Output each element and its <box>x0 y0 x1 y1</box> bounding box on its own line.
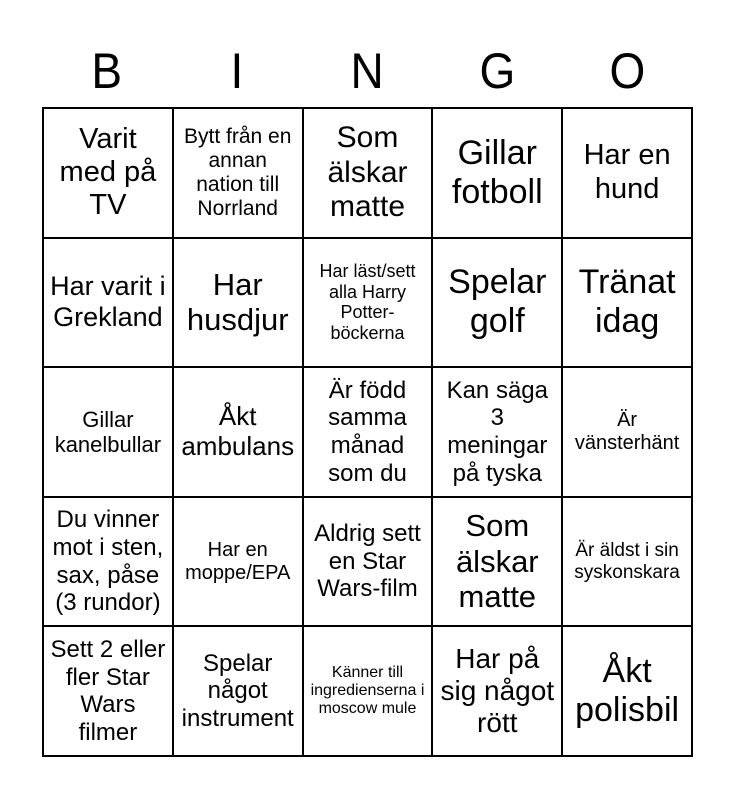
bingo-cell[interactable] <box>304 239 432 367</box>
bingo-cell[interactable] <box>433 239 561 367</box>
bingo-title-letter: G <box>479 43 516 99</box>
bingo-cell[interactable] <box>304 109 432 237</box>
bingo-cell-text: Har en moppe/EPA <box>185 538 291 584</box>
bingo-cell[interactable] <box>433 109 561 237</box>
bingo-cell-text: Du vinner mot i sten, sax, påse (3 rundor) <box>52 506 164 617</box>
bingo-cell[interactable] <box>174 627 302 755</box>
bingo-cell[interactable] <box>44 368 172 496</box>
bingo-cell[interactable] <box>433 498 561 626</box>
bingo-title <box>42 40 693 99</box>
bingo-cell-text: Varit med på TV <box>59 122 157 222</box>
bingo-cell[interactable] <box>304 368 432 496</box>
bingo-cell[interactable] <box>44 109 172 237</box>
bingo-cell[interactable] <box>563 239 691 367</box>
bingo-title-letter: O <box>609 43 646 99</box>
bingo-cell[interactable] <box>563 109 691 237</box>
bingo-cell-text: Har en hund <box>583 139 671 205</box>
bingo-cell-text: Har läst/sett alla Harry Potter-böckerna <box>319 261 416 344</box>
bingo-cell-text: Åkt polisbil <box>575 652 680 730</box>
bingo-cell[interactable] <box>433 368 561 496</box>
bingo-title-letter: I <box>230 43 244 99</box>
bingo-cell[interactable] <box>563 498 691 626</box>
bingo-cell-text: Är vänsterhänt <box>574 408 680 454</box>
bingo-cell-text: Är född samma månad som du <box>328 376 407 487</box>
bingo-cell-text: Sett 2 eller fler Star Wars filmer <box>50 636 166 746</box>
bingo-cell[interactable] <box>44 239 172 367</box>
bingo-cell[interactable] <box>44 498 172 626</box>
bingo-cell-text: Som älskar matte <box>455 508 539 615</box>
bingo-cell[interactable] <box>174 239 302 367</box>
bingo-cell-text: Är äldst i sin syskonskara <box>574 539 680 583</box>
bingo-cell[interactable] <box>304 498 432 626</box>
bingo-cell-text: Bytt från en annan nation till Norrland <box>184 124 292 220</box>
bingo-cell-text: Som älskar matte <box>327 121 408 224</box>
bingo-cell-text: Känner till ingredienserna i moscow mule <box>310 663 425 718</box>
bingo-cell[interactable] <box>174 368 302 496</box>
bingo-cell-text: Tränat idag <box>578 263 676 341</box>
bingo-title-letter: B <box>91 43 123 99</box>
bingo-cell[interactable] <box>304 627 432 755</box>
bingo-cell[interactable] <box>174 498 302 626</box>
bingo-cell-text: Har varit i Grekland <box>50 271 166 333</box>
bingo-cell[interactable] <box>563 368 691 496</box>
bingo-cell-text: Har på sig något rött <box>440 642 555 739</box>
bingo-cell-text: Kan säga 3 meningar på tyska <box>446 376 548 487</box>
bingo-cell[interactable] <box>174 109 302 237</box>
bingo-cell-text: Aldrig sett en Star Wars-film <box>314 520 421 603</box>
bingo-cell-text: Spelar golf <box>448 263 547 341</box>
bingo-cell-text: Gillar kanelbullar <box>54 406 162 457</box>
bingo-cell-text: Har husdjur <box>186 266 289 338</box>
bingo-title-letter: N <box>350 43 385 99</box>
bingo-cell-text: Åkt ambulans <box>181 401 295 461</box>
bingo-cell[interactable] <box>44 627 172 755</box>
bingo-cell-text: Gillar fotboll <box>451 133 543 211</box>
bingo-grid <box>42 107 693 757</box>
bingo-cell[interactable] <box>433 627 561 755</box>
bingo-cell[interactable] <box>563 627 691 755</box>
bingo-cell-text: Spelar något instrument <box>181 649 294 732</box>
